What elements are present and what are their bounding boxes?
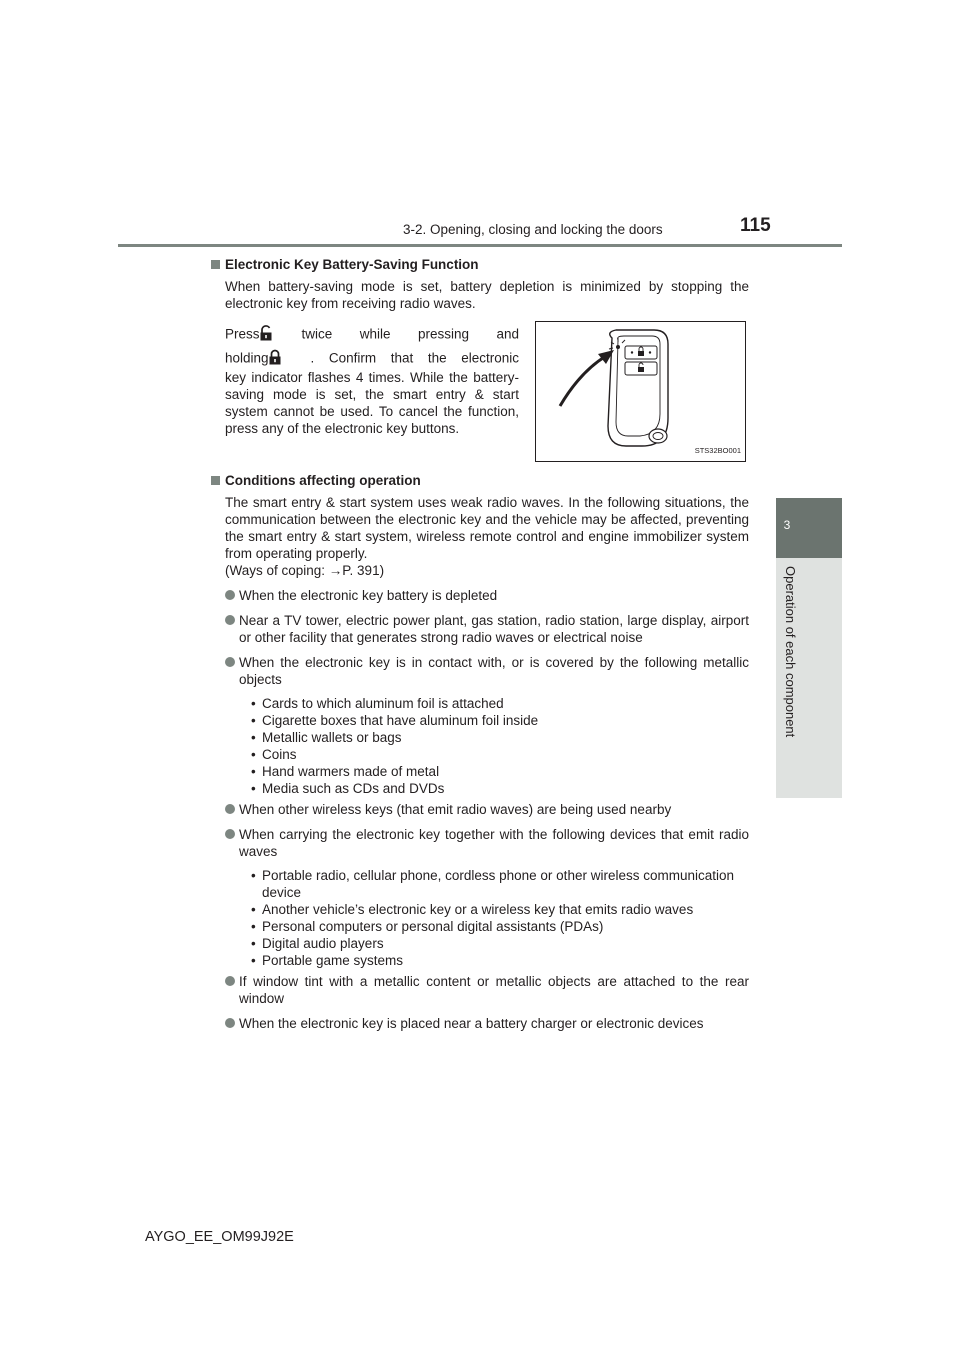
- list-item: • Metallic wallets or bags: [251, 730, 402, 745]
- round-bullet-icon: [225, 829, 235, 839]
- list-item: • Portable game systems: [251, 953, 404, 968]
- square-bullet-icon: [211, 476, 220, 485]
- list-item: • Portable radio, cellular phone, cordless phone or other wireless communication device: [251, 868, 734, 900]
- list-item: • Cards to which aluminum foil is attached: [251, 696, 504, 711]
- section-title: 3-2. Opening, closing and locking the doors: [403, 222, 663, 237]
- lock-button-icon: [269, 349, 311, 369]
- square-bullet-icon: [211, 260, 220, 269]
- header-rule: [118, 244, 842, 247]
- document-code: AYGO_EE_OM99J92E: [145, 1229, 294, 1245]
- condition-item: When the electronic key battery is depleted: [225, 587, 749, 604]
- battery-saving-title: Electronic Key Battery-Saving Function: [225, 257, 479, 272]
- instruction-body: key indicator flashes 4 times. While the battery-saving mode is set, the smart entry & start system cannot be used. To cancel the function, press any of the electronic key buttons.: [225, 370, 519, 436]
- list-item: • Digital audio players: [251, 936, 384, 951]
- battery-saving-intro: When battery-saving mode is set, battery depletion is minimized by stopping the electronic key from receiving radio waves.: [225, 279, 749, 311]
- electronic-key-illustration: [536, 322, 745, 461]
- metallic-objects-list: [251, 695, 749, 797]
- conditions-title: Conditions affecting operation: [225, 473, 421, 488]
- condition-item: When carrying the electronic key together with the following devices that emit radio waves: [225, 826, 749, 860]
- round-bullet-icon: [225, 804, 235, 814]
- list-item: • Media such as CDs and DVDs: [251, 781, 445, 796]
- figure-code: STS32BO001: [694, 446, 741, 455]
- round-bullet-icon: [225, 1018, 235, 1028]
- main-content: [211, 256, 749, 1032]
- round-bullet-icon: [225, 615, 235, 625]
- radio-devices-list: [251, 867, 749, 969]
- chapter-title: Operation of each component: [783, 566, 798, 738]
- conditions-heading: [211, 472, 749, 489]
- conditions-intro: The smart entry & start system uses weak radio waves. In the following situations, the communication between the electronic key and the vehicle may be affected, preventing the smart entry & start system, wireless remote control and engine immobilizer system from operating properly.: [225, 495, 749, 561]
- condition-item: Near a TV tower, electric power plant, gas station, radio station, large display, airport or other facility that generates strong radio waves or electrical noise: [225, 612, 749, 646]
- condition-item: When the electronic key is in contact with, or is covered by the following metallic objects: [225, 654, 749, 688]
- condition-item: When the electronic key is placed near a battery charger or electronic devices: [225, 1015, 749, 1032]
- electronic-key-figure: [535, 321, 746, 462]
- press-line: Press twice while pressing and: [225, 325, 519, 345]
- condition-item: When other wireless keys (that emit radio waves) are being used nearby: [225, 801, 749, 818]
- conditions-coping: (Ways of coping: →P. 391): [225, 563, 385, 578]
- battery-saving-heading: [211, 256, 749, 273]
- page-number: 115: [740, 215, 771, 236]
- battery-saving-instructions: [225, 321, 749, 462]
- holding-line: holding . Confirm that the electronic: [225, 349, 519, 369]
- list-item: • Coins: [251, 747, 297, 762]
- chapter-number: 3: [783, 518, 791, 532]
- round-bullet-icon: [225, 976, 235, 986]
- list-item: • Personal computers or personal digital assistants (PDAs): [251, 919, 604, 934]
- list-item: • Hand warmers made of metal: [251, 764, 440, 779]
- condition-item: If window tint with a metallic content or metallic objects are attached to the rear window: [225, 973, 749, 1007]
- unlock-button-icon: [260, 325, 302, 345]
- list-item: • Cigarette boxes that have aluminum foil inside: [251, 713, 539, 728]
- list-item: • Another vehicle’s electronic key or a wireless key that emits radio waves: [251, 902, 694, 917]
- instruction-text: [225, 325, 519, 462]
- round-bullet-icon: [225, 657, 235, 667]
- round-bullet-icon: [225, 590, 235, 600]
